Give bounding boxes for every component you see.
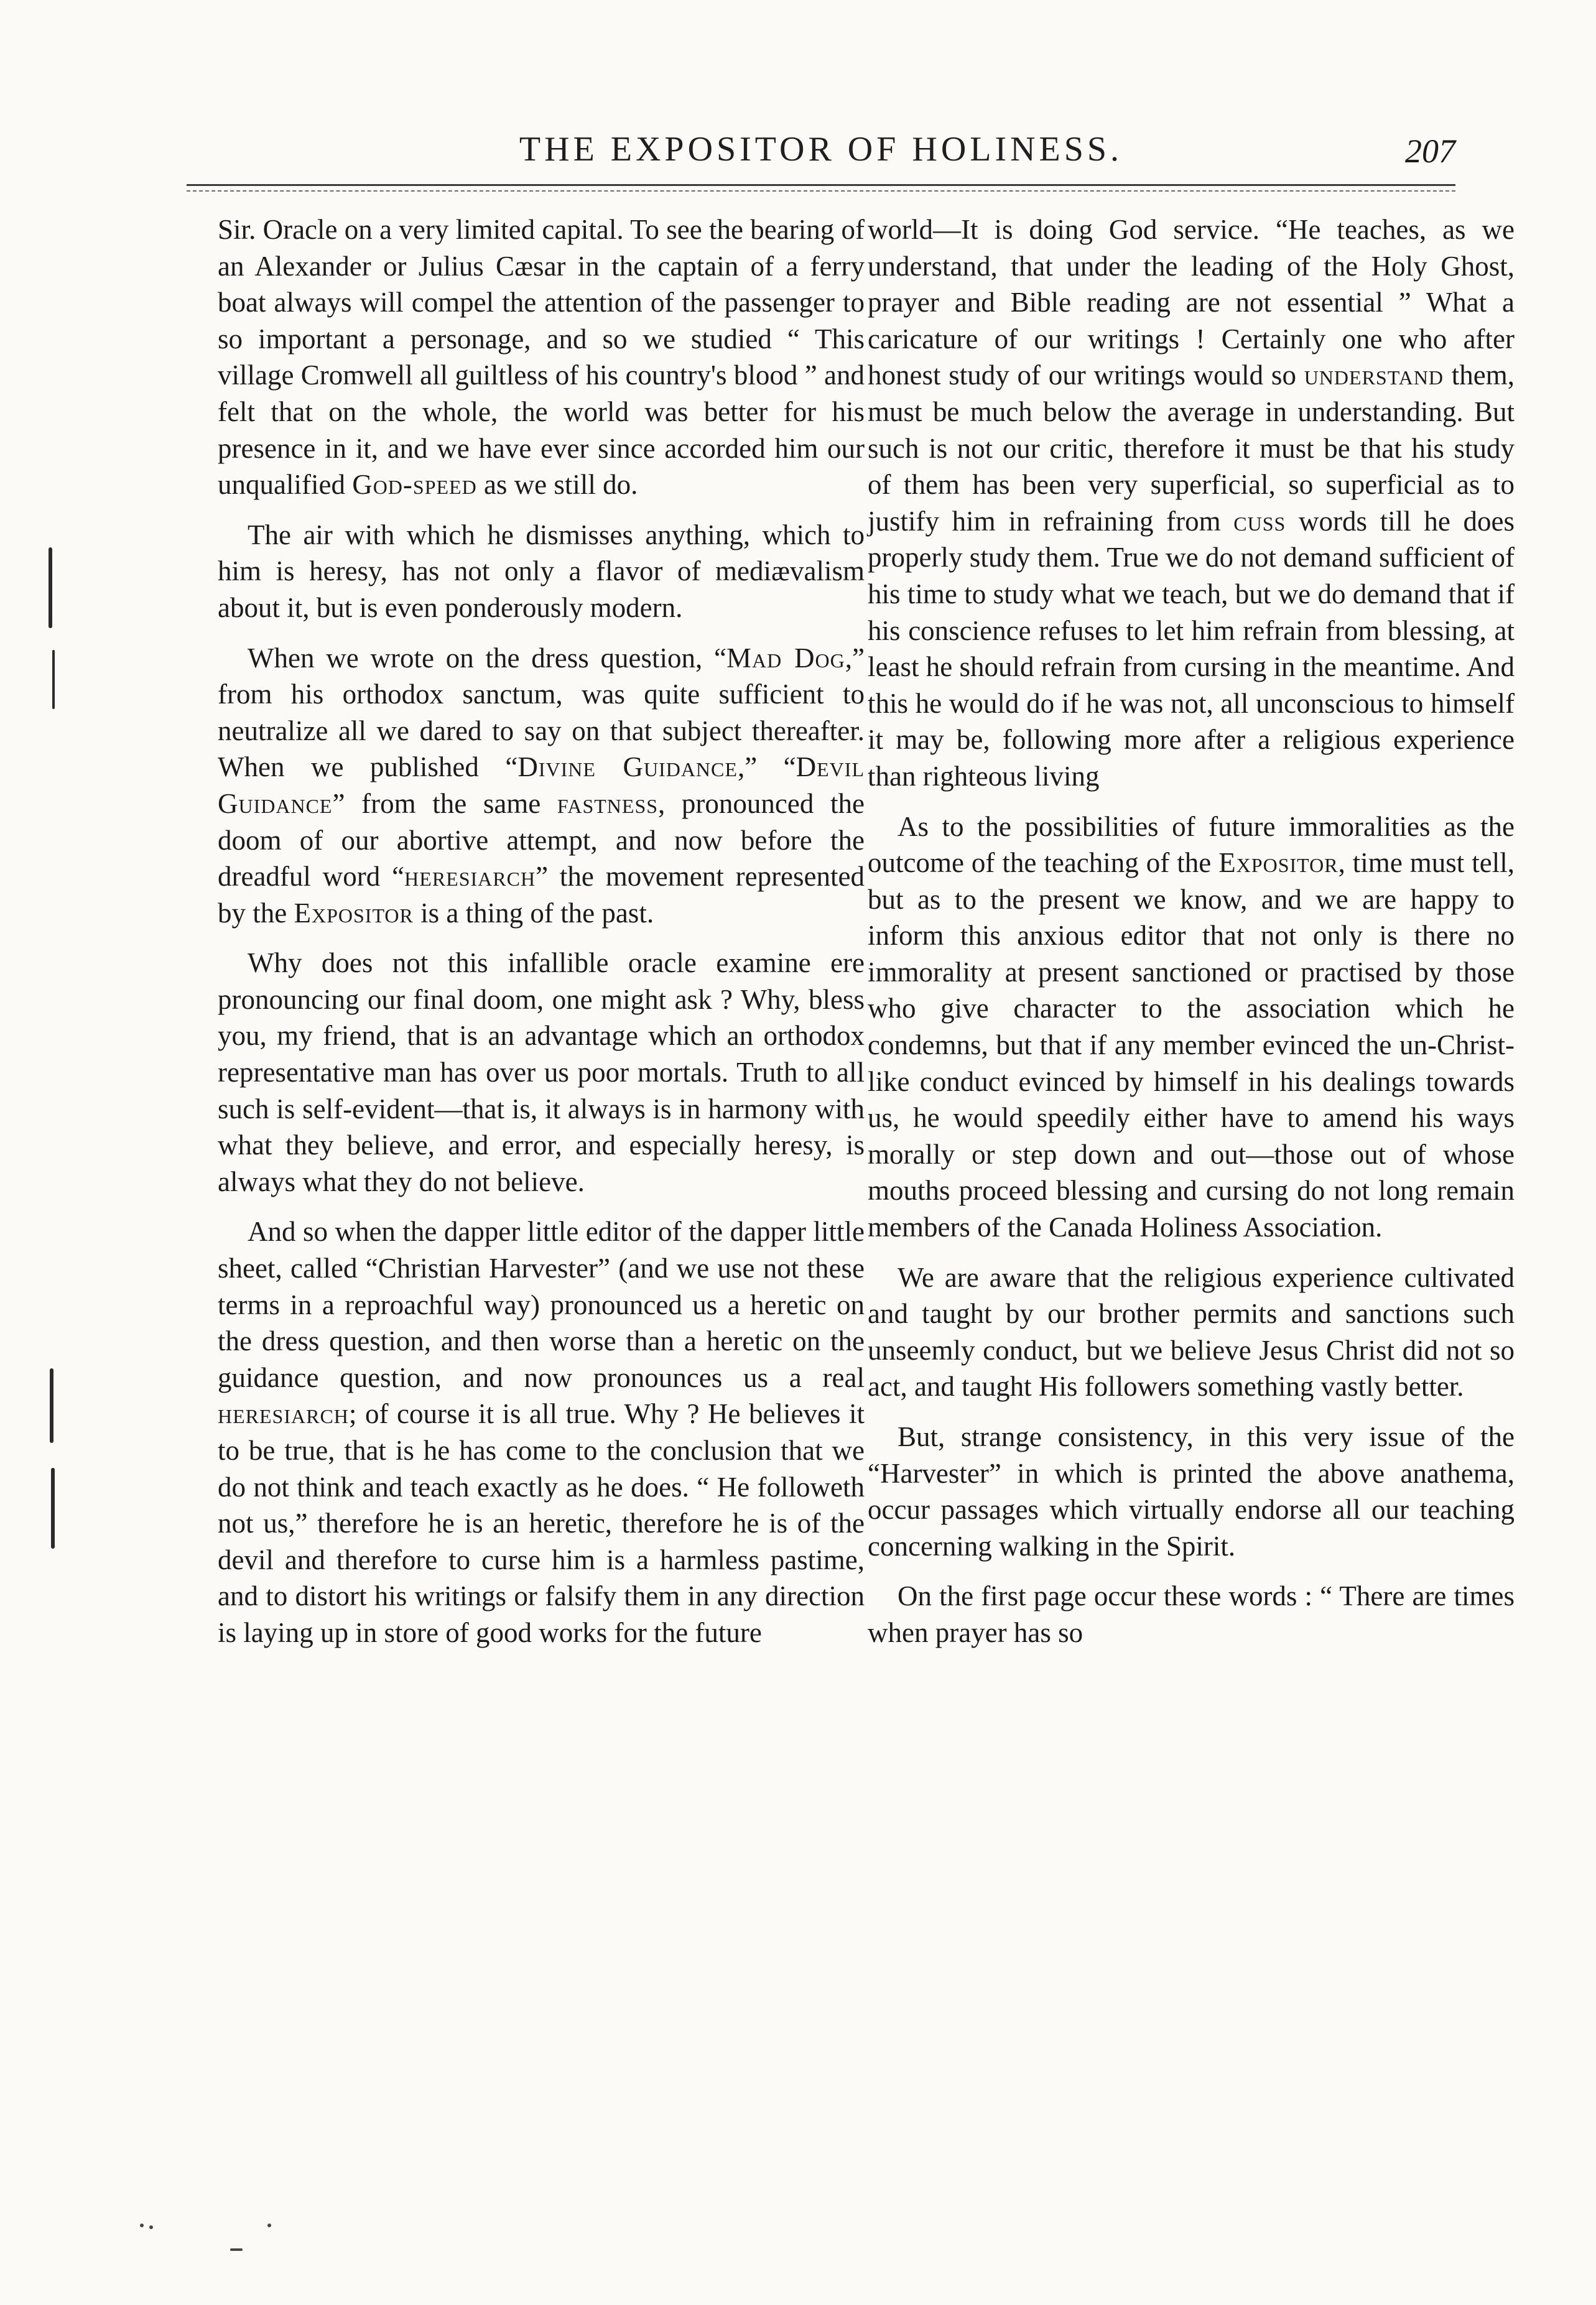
right-column xyxy=(868,211,1515,1651)
paragraph: But, strange consistency, in this very issue of the “Harvester” in which is printed the above anathema, occur passages which virtually endorse all our teaching concerning walking in the Spirit. xyxy=(868,1421,1515,1562)
scan-speck xyxy=(230,2248,243,2251)
scan-speck xyxy=(149,2225,153,2229)
margin-mark xyxy=(52,650,55,709)
scan-speck xyxy=(140,2224,144,2227)
header-rule xyxy=(187,184,1455,186)
paragraph: And so when the dapper little editor of the dapper little sheet, called “Christian Harvester” (and we use not these terms in a reproachful way) pronounced us a heretic on the dress question, and then worse than a heretic on the guidance question, and now pronounces us a real heresiarch; of course it is all true. Why ? He believes it to be true, that is he has come to the conclusion that we do not think and teach exactly as he does. “ He followeth not us,” therefore he is an heretic, therefore he is of the devil and therefore to curse him is a harmless pastime, and to distort his writings or falsify them in any direction is laying up in store of good works for the future xyxy=(218,1216,865,1648)
paragraph: On the first page occur these words : “ There are times when prayer has so xyxy=(868,1580,1515,1648)
header-rule-dashed xyxy=(187,190,1455,192)
margin-mark xyxy=(50,1368,53,1443)
paragraph: The air with which he dismisses anything, which to him is heresy, has not only a flavor of mediævalism about it, but is even ponderously modern. xyxy=(218,519,865,623)
margin-mark xyxy=(51,1468,55,1549)
paragraph: As to the possibilities of future immoralities as the outcome of the teaching of the Expositor, time must tell, but as to the present we know, and we are happy to inform this anxious editor that not only is there no immorality at present sanctioned or practised by those who give character to the association which he condemns, but that if any member evinced the un-Christ-like conduct evinced by himself in his dealings towards us, he would speedily either have to amend his ways morally or step down and out—those out of whose mouths proceed blessing and cursing do not long remain members of the Canada Holiness Association. xyxy=(868,810,1515,1243)
scan-speck xyxy=(267,2224,271,2227)
margin-mark xyxy=(49,547,52,628)
left-column xyxy=(218,211,865,1651)
page-number: 207 xyxy=(1405,132,1455,170)
paragraph: world—It is doing God service. “He teaches, as we understand, that under the leading of the Holy Ghost, prayer and Bible reading are not essential ” What a caricature of our writings ! Certainly one who after honest study of our writings would so understand them, must be much below the average in understanding. But such is not our critic, therefore it must be that his study of them has been very superficial, so superficial as to justify him in refraining from cuss words till he does properly study them. True we do not demand sufficient of his time to study what we teach, but we do demand that if his conscience refuses to let him refrain from blessing, at least he should refrain from cursing in the meantime. And this he would do if he was not, all unconscious to himself it may be, following more after a religious experience than righteous living xyxy=(868,214,1515,792)
paragraph: Sir. Oracle on a very limited capital. To see the bearing of an Alexander or Julius Cæsar in the captain of a ferry boat always will compel the attention of the passenger to so important a personage, and so we studied “ This village Cromwell all guiltless of his country's blood ” and felt that on the whole, the world was better for his presence in it, and we have ever since accorded him our unqualified God-speed as we still do. xyxy=(218,214,865,501)
running-title: THE EXPOSITOR OF HOLINESS. xyxy=(519,130,1123,169)
paragraph: When we wrote on the dress question, “Mad Dog,” from his orthodox sanctum, was quite sufficient to neutralize all we dared to say on that subject thereafter. When we published “Divine Guidance,” “Devil Guidance” from the same fastness, pronounced the doom of our abortive attempt, and now before the dreadful word “heresiarch” the movement represented by the Expositor is a thing of the past. xyxy=(218,642,865,929)
paragraph: Why does not this infallible oracle examine ere pronouncing our final doom, one might ask ? Why, bless you, my friend, that is an advantage which an orthodox representative man has over us poor mortals. Truth to all such is self-evident—that is, it always is in harmony with what they believe, and error, and especially heresy, is always what they do not believe. xyxy=(218,947,865,1197)
running-header xyxy=(187,129,1455,192)
paragraph: We are aware that the religious experience cultivated and taught by our brother permits and sanctions such unseemly conduct, but we believe Jesus Christ did not so act, and taught His followers something vastly better. xyxy=(868,1261,1515,1403)
